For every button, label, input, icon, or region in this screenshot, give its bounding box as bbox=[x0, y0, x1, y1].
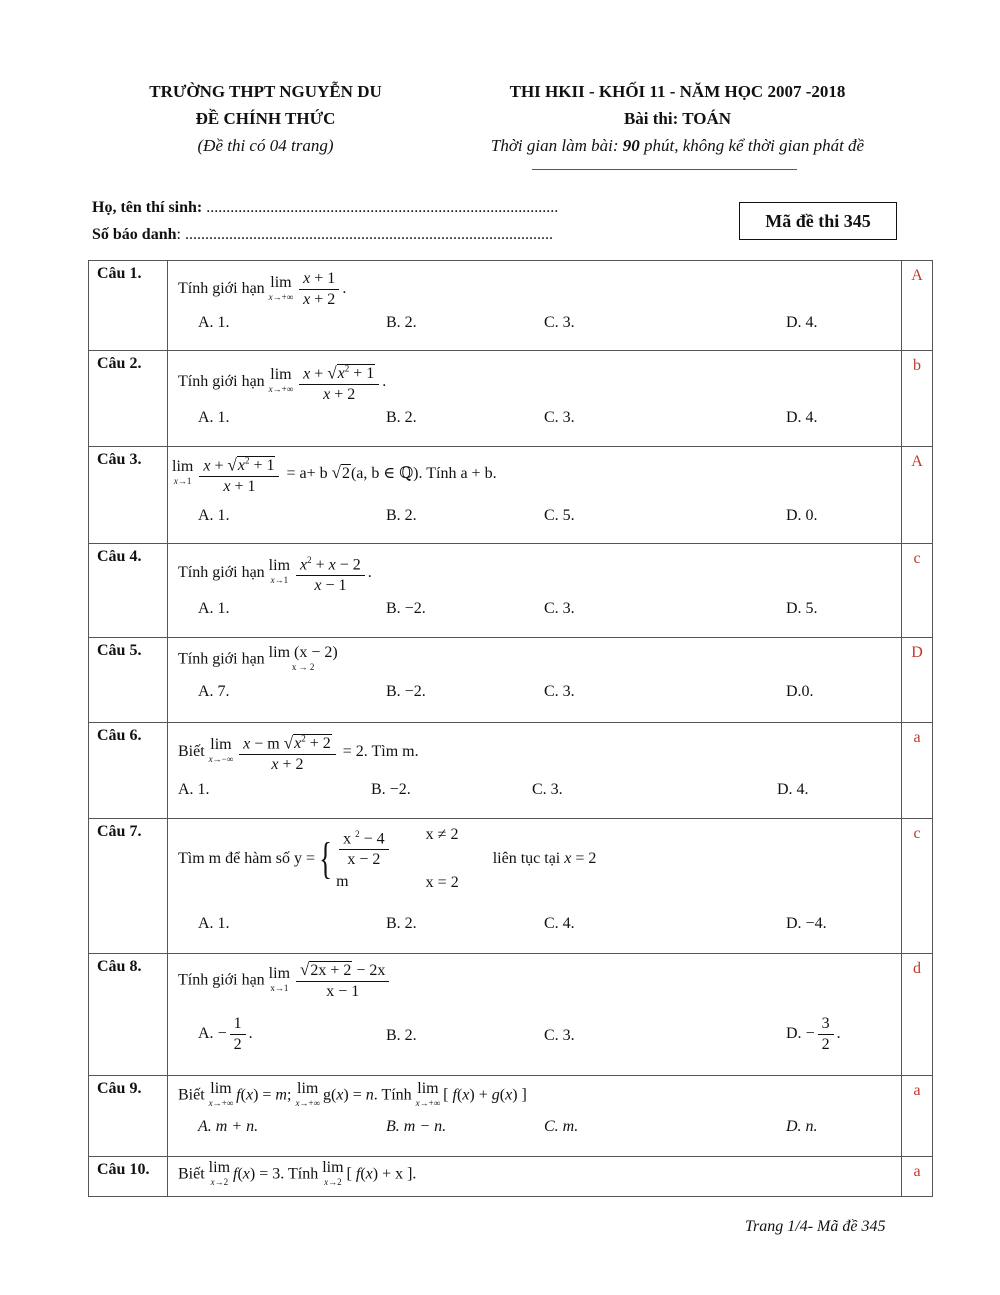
option-b: B. 2. bbox=[386, 314, 417, 331]
option-c: C. 3. bbox=[544, 1027, 575, 1044]
question-number: Câu 7. bbox=[89, 819, 168, 954]
question-body bbox=[168, 723, 902, 819]
option-c: C. m. bbox=[544, 1118, 579, 1135]
option-b: B. m − n. bbox=[386, 1118, 447, 1135]
student-name-line: Họ, tên thí sinh: ........................................................................................ bbox=[92, 199, 559, 216]
option-c: C. 5. bbox=[544, 507, 575, 524]
option-c: C. 3. bbox=[532, 781, 563, 798]
pages-note: (Đề thi có 04 trang) bbox=[197, 136, 334, 155]
option-c: C. 4. bbox=[544, 915, 575, 932]
question-stem: Biết lim x→−∞ $\frac{x - m √x^2 + 2}{x + 2}$ = 2. Tìm m. bbox=[178, 729, 419, 775]
answer-key: d bbox=[902, 954, 933, 1076]
question-number: Câu 6. bbox=[89, 723, 168, 819]
option-a: A. − $\frac{1}{2}$ . bbox=[198, 1015, 253, 1053]
answer-key: a bbox=[902, 1076, 933, 1157]
answer-key: c bbox=[902, 819, 933, 954]
official-label: ĐỀ CHÍNH THỨC bbox=[195, 109, 336, 128]
option-d: D. 4. bbox=[786, 314, 818, 331]
question-body bbox=[168, 954, 902, 1076]
question-number: Câu 9. bbox=[89, 1076, 168, 1157]
question-row bbox=[89, 351, 933, 447]
question-stem: Tính giới hạn lim x→+∞ $\frac{x + √x^2 + 1}{x + 2}$ . bbox=[178, 359, 386, 405]
option-c: C. 3. bbox=[544, 600, 575, 617]
option-b: B. 2. bbox=[386, 409, 417, 426]
school-header bbox=[118, 78, 413, 159]
option-a: A. 1. bbox=[198, 915, 230, 932]
student-id-line: Số báo danh: ............................................................................................ bbox=[92, 226, 553, 243]
question-body bbox=[168, 544, 902, 638]
option-d: D. −4. bbox=[786, 915, 827, 932]
option-a: A. 7. bbox=[198, 683, 230, 700]
option-a: A. 1. bbox=[198, 314, 230, 331]
question-stem: Tính giới hạn lim (x − 2) x → 2 bbox=[178, 644, 338, 672]
question-body bbox=[168, 351, 902, 447]
exam-header bbox=[470, 78, 885, 159]
question-row bbox=[89, 1157, 933, 1197]
option-d: D. n. bbox=[786, 1118, 818, 1135]
question-number: Câu 5. bbox=[89, 638, 168, 723]
question-body bbox=[168, 1157, 902, 1197]
option-a: A. 1. bbox=[198, 600, 230, 617]
question-table bbox=[88, 260, 933, 1197]
question-stem: Tìm m để hàm số y ={ $\frac{x ^2 - 4}{x - 2}$ m x ≠ 2 x = 2 liên tục tại x = 2 bbox=[178, 823, 596, 895]
answer-key: a bbox=[902, 1157, 933, 1197]
question-number: Câu 3. bbox=[89, 447, 168, 544]
option-d: D. 5. bbox=[786, 600, 818, 617]
question-number: Câu 8. bbox=[89, 954, 168, 1076]
question-body bbox=[168, 638, 902, 723]
question-row bbox=[89, 954, 933, 1076]
option-d: D.0. bbox=[786, 683, 814, 700]
question-stem: Biết lim x→2 f(x) = 3. Tính lim x→2 [ f(x) + x ]. bbox=[178, 1159, 417, 1187]
question-row bbox=[89, 1076, 933, 1157]
option-b: B. 2. bbox=[386, 915, 417, 932]
question-stem: Tính giới hạn lim x→1 $\frac{x^2 + x - 2}{x - 1}$ . bbox=[178, 550, 372, 596]
option-d: D. − $\frac{3}{2}$ . bbox=[786, 1015, 841, 1053]
question-stem: lim x→1 $\frac{x + √x^2 + 1}{x + 1}$ = a+ b √2(a, b ∈ ℚ). Tính a + b. bbox=[172, 451, 497, 497]
answer-key: a bbox=[902, 723, 933, 819]
option-b: B. −2. bbox=[386, 600, 426, 617]
question-body bbox=[168, 819, 902, 954]
question-row bbox=[89, 638, 933, 723]
time-note: Thời gian làm bài: 90 phút, không kể thời gian phát đề bbox=[490, 136, 865, 155]
option-c: C. 3. bbox=[544, 683, 575, 700]
header-divider bbox=[532, 169, 797, 170]
question-number: Câu 4. bbox=[89, 544, 168, 638]
option-a: A. m + n. bbox=[198, 1118, 259, 1135]
option-d: D. 4. bbox=[777, 781, 809, 798]
student-info bbox=[92, 194, 558, 248]
question-stem: Tính giới hạn lim x→+∞ $\frac{x + 1}{x + 2}$ . bbox=[178, 270, 347, 308]
page-footer: Trang 1/4- Mã đề 345 bbox=[745, 1218, 886, 1235]
option-b: B. 2. bbox=[386, 507, 417, 524]
option-a: A. 1. bbox=[178, 781, 210, 798]
question-row bbox=[89, 447, 933, 544]
exam-title: THI HKII - KHỐI 11 - NĂM HỌC 2007 -2018 bbox=[509, 82, 846, 101]
option-b: B. −2. bbox=[386, 683, 426, 700]
answer-key: c bbox=[902, 544, 933, 638]
option-b: B. −2. bbox=[371, 781, 411, 798]
option-d: D. 0. bbox=[786, 507, 818, 524]
question-row bbox=[89, 723, 933, 819]
option-c: C. 3. bbox=[544, 409, 575, 426]
answer-key: A bbox=[902, 261, 933, 351]
question-number: Câu 2. bbox=[89, 351, 168, 447]
option-a: A. 1. bbox=[198, 507, 230, 524]
option-d: D. 4. bbox=[786, 409, 818, 426]
question-row bbox=[89, 261, 933, 351]
answer-key: b bbox=[902, 351, 933, 447]
school-name: TRƯỜNG THPT NGUYỄN DU bbox=[149, 82, 382, 101]
subject-label: Bài thi: TOÁN bbox=[623, 109, 732, 128]
question-number: Câu 1. bbox=[89, 261, 168, 351]
option-c: C. 3. bbox=[544, 314, 575, 331]
option-a: A. 1. bbox=[198, 409, 230, 426]
option-b: B. 2. bbox=[386, 1027, 417, 1044]
exam-code-box: Mã đề thi 345 bbox=[739, 202, 897, 240]
answer-key: D bbox=[902, 638, 933, 723]
question-stem: Biết lim x→+∞ f(x) = m; lim x→+∞ g(x) = n. Tính lim x→+∞ [ f(x) + g(x) ] bbox=[178, 1080, 527, 1108]
question-body bbox=[168, 1076, 902, 1157]
question-body bbox=[168, 261, 902, 351]
answer-key: A bbox=[902, 447, 933, 544]
question-stem: Tính giới hạn lim x→1 $\frac{√2x + 2 - 2x}{x - 1}$ bbox=[178, 960, 392, 1002]
question-row bbox=[89, 544, 933, 638]
question-body bbox=[168, 447, 902, 544]
question-row bbox=[89, 819, 933, 954]
question-number: Câu 10. bbox=[89, 1157, 168, 1197]
